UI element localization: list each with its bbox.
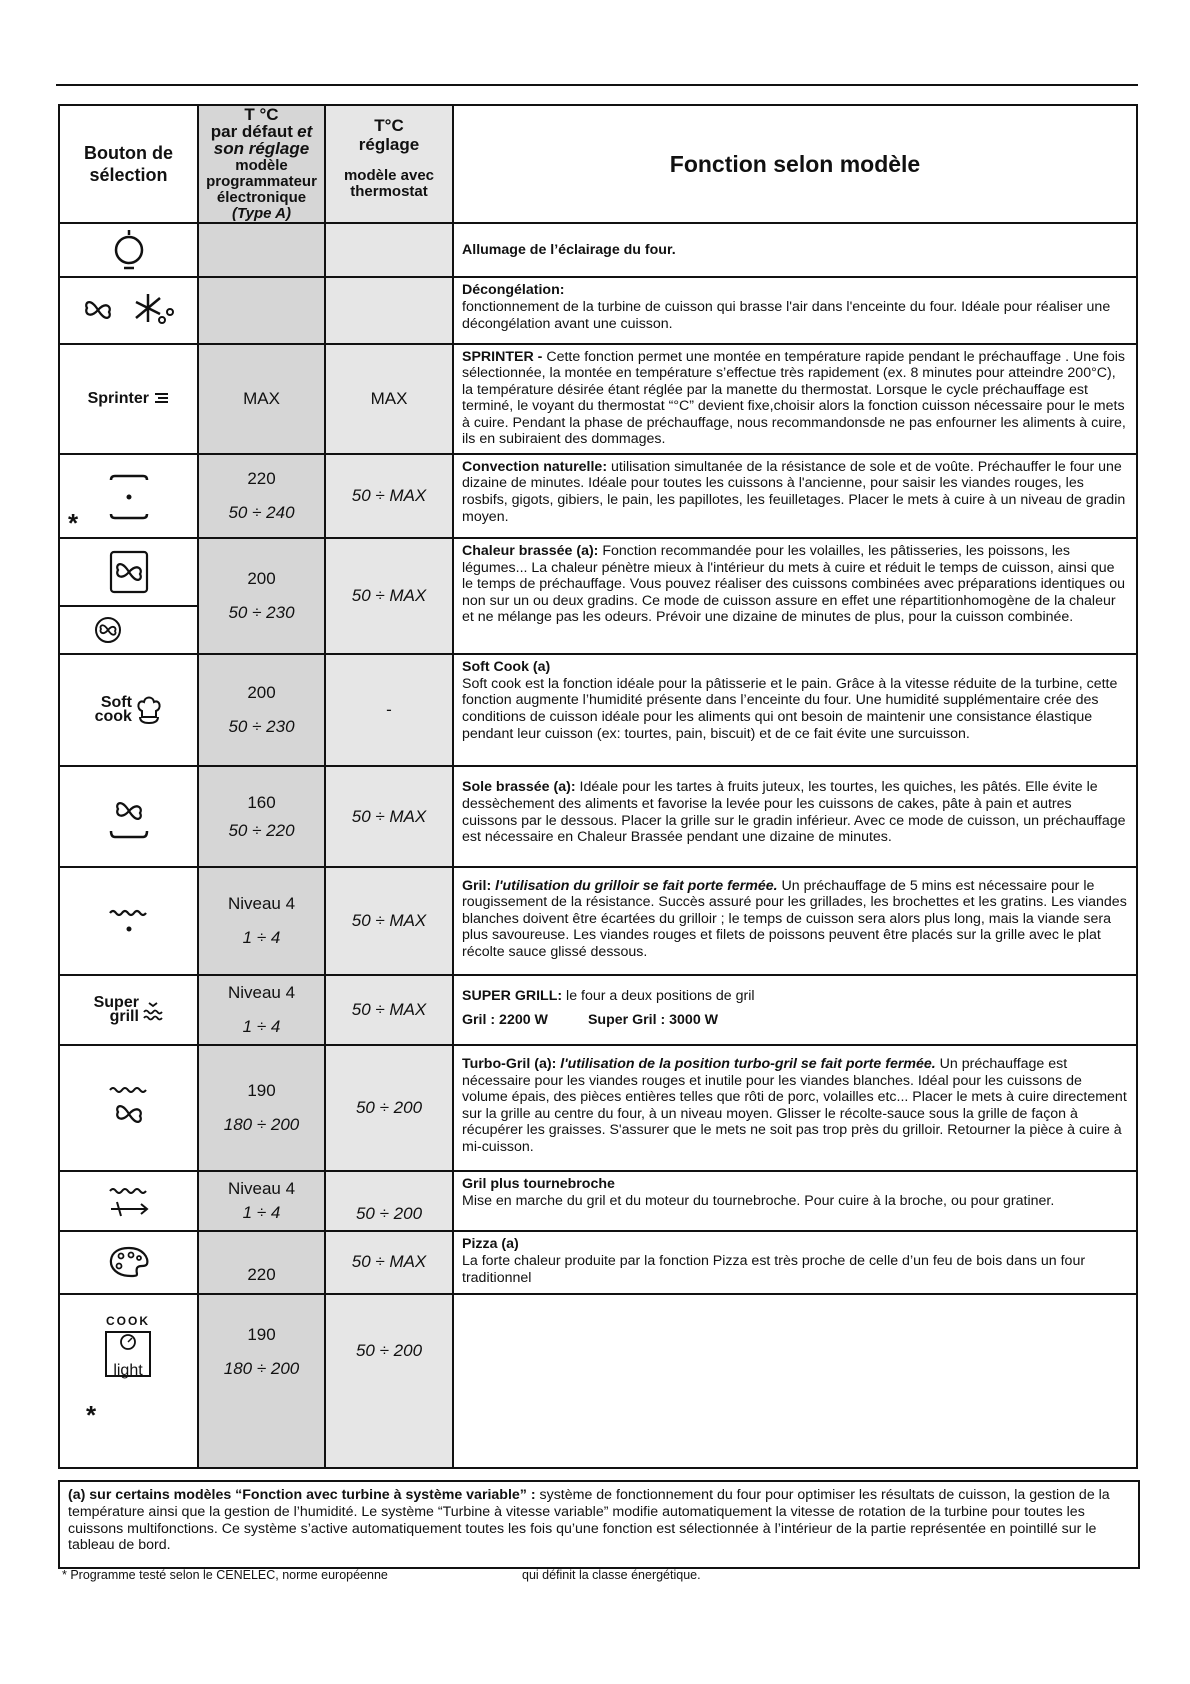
speed-lines-icon [153,391,169,405]
table-row [59,277,1137,343]
defrost-icon [132,290,176,330]
function-cell: Sole brassée (a): Idéale pour les tartes à fruits juteux, les tourtes, les quiches, les pâtés. Elle évite le dessèchement des aliments et favorise la levée pour les cuissons de cakes, pâte à pain et autres cuissons par le dessous. Placer la grille sur le gradin inférieur. Avec ce mode de cuisson, un préchauffage est nécessaire en Chaleur Brassée pendant une dizaine de minutes. [453,766,1137,866]
default-temp-cell: 190 180 ÷ 200 [198,1294,325,1469]
fan-heat-icon [107,549,151,595]
function-cell: Chaleur brassée (a): Fonction recommandée pour les volailles, les pâtisseries, les poissons, les légumes... La chaleur pénètre mieux à l'intérieur du mets à cuire et réduit le temps de cuisson, ainsi que le temps de préchauffage. Vous pouvez réaliser des cuissons combinées avec préparations identiques ou non sur un ou deux gradins. Ce mode de cuisson assure en effet une répartitionhomogène de la chaleur et ne mélange pas les odeurs. Prévoir une dizaine de minutes de plus, pour la cuisson combinée. [453,538,1137,654]
footer-right: qui définit la classe énergétique. [522,1568,701,1582]
table-row [59,766,1137,866]
footer-left: * Programme testé selon le CENELEC, norme européenne [62,1568,388,1582]
function-cell: Convection naturelle: utilisation simultanée de la résistance de sole et de voûte. Préchauffer le four une dizaine de minutes. Idéale pour toutes les cuissons à l'ancienne, pour saisir les viandes rouges, les rosbifs, gigots, gibiers, le pain, les papillotes, les feuilletages. Placer le mets à cuire à un niveau de gradin moyen. [453,454,1137,538]
rotisserie-icon [107,1183,151,1219]
thermostat-temp-cell: 50 ÷ MAX [325,538,453,654]
sprinter-icon: Sprinter [87,389,149,407]
default-temp-cell: MAX [198,344,325,454]
table-row [59,1171,1137,1231]
function-cell: Gril plus tournebroche Mise en marche du gril et du moteur du tournebroche. Pour cuire à la broche, ou pour gratiner. [453,1171,1137,1231]
function-cell: SUPER GRILL: le four a deux positions de gril Gril : 2200 W Super Gril : 3000 W [453,975,1137,1045]
header-default-temp: T °C par défaut et son réglage modèle programmateur électronique (Type A) [198,105,325,223]
thermostat-temp-cell: MAX [325,344,453,454]
grill-label: grill [109,1007,139,1025]
energy-test-star: * [68,507,79,538]
table-row [59,654,1137,766]
fan-icon [94,616,122,644]
function-cell: Allumage de l’éclairage du four. [453,223,1137,277]
icon-cell [59,766,198,866]
default-temp-cell: 160 50 ÷ 220 [198,766,325,866]
function-cell: SPRINTER - Cette fonction permet une montée en température rapide pendant le préchauffage . Une fois sélectionnée, la montée en température s’effectue très rapidement (ex. 8 minutes pour atteindre 200°C), la température désirée étant réglée par la manette du thermostat. Lorsque le cycle préchauffage est terminé, le voyant du thermostat “°C” devient fixe,choisir alors la fonction cuisson nécessaire pour le mets à cuire. Pendant la phase de préchauffage, nous recommandonsde ne pas enfourner les aliments à cuire, ils en subiraient des dommages. [453,344,1137,454]
icon-cell [59,454,198,538]
function-cell: Soft Cook (a) Soft cook est la fonction idéale pour la pâtisserie et le pain. Grâce à la vitesse réduite de la turbine, cette fonction augmente l’humidité présente dans l’enceinte du four. Une humidité supplémentaire crée des conditions de cuisson idéale pour les aliments qui ont besoin de maintenir une consistance élastique pendant leur cuisson (ex: tourtes, pain, biscuit) et de ce fait évite une surcuisson. [453,654,1137,766]
thermostat-temp-cell: - [325,654,453,766]
icon-cell [59,867,198,975]
table-row [59,975,1137,1045]
table-row [59,1294,1137,1469]
default-temp-cell: Niveau 4 1 ÷ 4 [198,867,325,975]
super-grill-icon [143,997,163,1023]
cook-top-label: COOK [106,1313,150,1328]
thermostat-temp-cell: 50 ÷ MAX [325,766,453,866]
top-rule [56,84,1138,86]
icon-cell [59,1294,198,1469]
function-cell: Décongélation: fonctionnement de la turbine de cuisson qui brasse l'air dans l'enceinte du four. Idéale pour réaliser une décongélation avant une cuisson. [453,277,1137,343]
thermostat-temp-cell: 50 ÷ MAX [325,867,453,975]
table-row [59,1231,1137,1293]
function-cell [453,1294,1137,1469]
fan-icon [81,293,115,327]
soft-label: Soft [100,694,132,712]
conventional-icon [107,472,151,522]
header-selection-button: Bouton de sélection [59,105,198,223]
icon-cell [59,344,198,454]
pizza-icon [107,1244,151,1280]
table-row [59,1045,1137,1171]
default-temp-cell: Niveau 4 1 ÷ 4 [198,1171,325,1231]
icon-cell [59,975,198,1045]
energy-test-star: * [86,1399,97,1430]
header-thermostat-temp: T°C réglage modèle avec thermostat [325,105,453,223]
default-temp-cell: 220 [198,1231,325,1293]
variable-turbine-note: (a) sur certains modèles “Fonction avec turbine à système variable” : système de fonctionnement du four pour optimiser les résultats de cuisson, la gestion de la température ainsi que la gestion de l’humidité. Le système “Turbine à vitesse variable” modifie automatiquement la vitesse de rotation de la turbine pour toutes les cuissons multifonctions. Ce système s’active automatiquement toutes les fois qu’une fonction est sélectionnée à l’intérieur de la partie représentée en pointillé sur le tableau de bord. [58,1480,1140,1569]
table-header-row [59,105,1137,223]
icon-cell [59,538,198,654]
default-temp-cell: 190 180 ÷ 200 [198,1045,325,1171]
table-row [59,223,1137,277]
icon-cell [59,1171,198,1231]
table-row [59,538,1137,654]
fan-bottom-icon [107,793,151,841]
turbo-grill-icon [107,1084,151,1132]
table-row [59,454,1137,538]
default-temp-cell: 200 50 ÷ 230 [198,654,325,766]
thermostat-temp-cell: 50 ÷ 200 [325,1171,453,1231]
lamp-icon [109,228,149,272]
thermostat-temp-cell: 50 ÷ 200 [325,1045,453,1171]
default-temp-cell: 220 50 ÷ 240 [198,454,325,538]
default-temp-cell [198,223,325,277]
cook-label: cook [94,708,132,726]
header-function: Fonction selon modèle [453,105,1137,223]
table-row [59,344,1137,454]
thermostat-temp-cell: 50 ÷ MAX [325,975,453,1045]
icon-cell [59,1231,198,1293]
function-cell: Pizza (a) La forte chaleur produite par la fonction Pizza est très proche de celle d’un feu de bois dans un four traditionnel [453,1231,1137,1293]
functions-table [58,104,1138,1469]
table-row [59,867,1137,975]
thermostat-temp-cell [325,277,453,343]
function-cell: Turbo-Gril (a): l'utilisation de la position turbo-gril se fait porte fermée. Un préchauffage est nécessaire pour les viandes rouges et inutile pour les viandes blanches. Idéal pour les cuissons de volume épais, des pièces entières telles que rôti de porc, volailles etc... Placer le mets à cuire directement sur la grille au centre du four, à un niveau moyen. Glisser le récolte-sauce sous la grille de façon à récupérer les graisses. S'assurer que le mets ne soit pas trop près du grilloir. Retourner la pièce à cuire à mi-cuisson. [453,1045,1137,1171]
icon-cell [59,223,198,277]
super-label: Super [93,993,139,1011]
icon-cell [59,277,198,343]
light-label: light [113,1361,143,1379]
thermostat-temp-cell [325,223,453,277]
icon-cell [59,1045,198,1171]
chef-hat-icon [136,695,162,725]
thermostat-temp-cell: 50 ÷ MAX [325,454,453,538]
function-cell: Gril: l'utilisation du grilloir se fait porte fermée. Un préchauffage de 5 mins est nécessaire pour le rougissement de la résistance. Succès assuré pour les grillades, les brochettes et les gratins. Les viandes blanches doivent être écartées du grilloir ; le temps de cuisson sera alors plus long, mais la viande sera plus savoureuse. Les viandes rouges et filets de poissons peuvent être placés sur la grille avec le plat récolte sauce glissé dessous. [453,867,1137,975]
default-temp-cell [198,277,325,343]
default-temp-cell: Niveau 4 1 ÷ 4 [198,975,325,1045]
thermostat-temp-cell: 50 ÷ MAX [325,1231,453,1293]
default-temp-cell: 200 50 ÷ 230 [198,538,325,654]
grill-icon [107,901,151,941]
icon-cell [59,654,198,766]
thermostat-temp-cell: 50 ÷ 200 [325,1294,453,1469]
